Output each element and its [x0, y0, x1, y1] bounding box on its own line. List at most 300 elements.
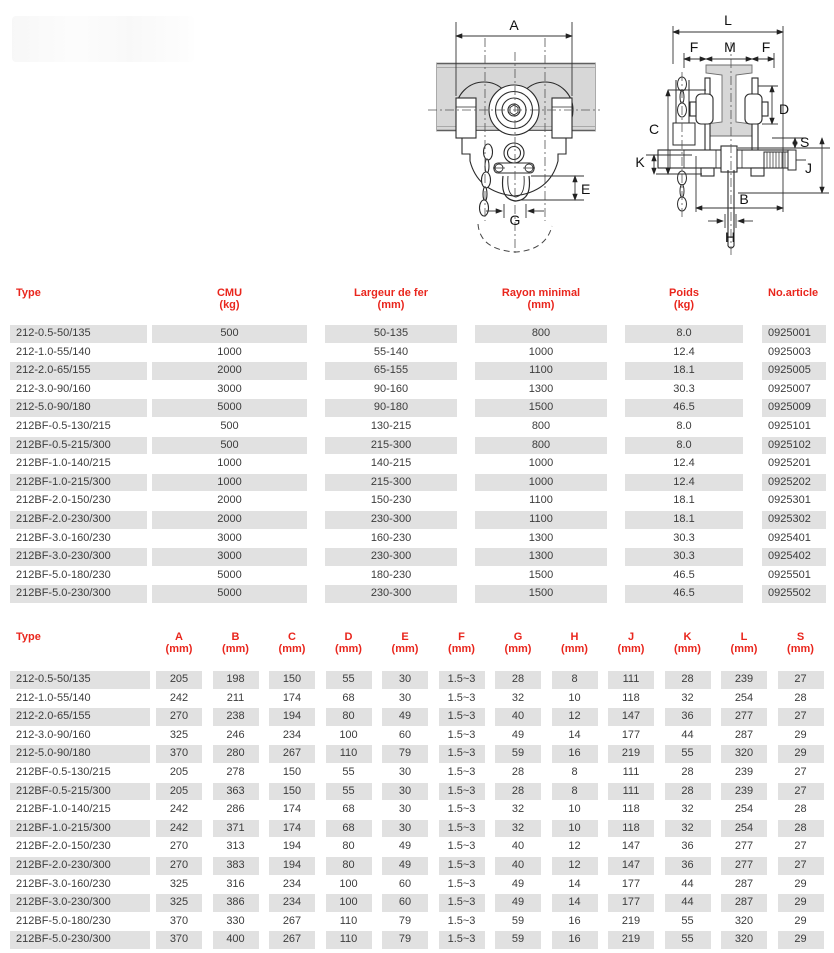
table-cell: 111	[622, 765, 640, 778]
table-cell: 234	[269, 894, 315, 912]
table-cell: 0925501	[768, 568, 811, 581]
table-cell: 280	[213, 745, 259, 763]
table-cell: 1.5~3	[439, 857, 485, 875]
column-header	[495, 631, 541, 655]
table-cell: 49	[511, 728, 525, 741]
table-cell: 242	[169, 691, 189, 704]
column-header-unit: (mm)	[674, 643, 701, 655]
table-cell: 2000	[217, 494, 242, 507]
table-cell: 30	[382, 820, 428, 838]
table-cell: 28	[681, 765, 694, 778]
table-cell: 150	[282, 765, 302, 778]
table-cell: 40	[495, 708, 541, 726]
table-cell: 27	[794, 840, 807, 853]
table-cell: 44	[681, 728, 694, 741]
table-cell: 212BF-3.0-160/230	[16, 877, 111, 890]
table-cell: 270	[156, 857, 202, 875]
table-cell: 8.0	[676, 419, 692, 432]
table-cell: 30	[398, 691, 412, 704]
column-header-label: C	[288, 631, 296, 643]
table-cell: 55	[342, 765, 355, 778]
table-row	[10, 931, 824, 949]
column-header-label: D	[344, 631, 353, 643]
dimension-g-label: G	[509, 212, 521, 228]
column-header-label: CMU	[216, 287, 243, 299]
table-cell: 30.3	[625, 548, 743, 566]
table-cell: 0925201	[768, 457, 811, 470]
table-cell: 32	[495, 820, 541, 838]
table-cell: 1000	[528, 345, 554, 358]
table-cell: 234	[282, 728, 302, 741]
table-cell: 110	[326, 931, 372, 949]
column-header	[152, 287, 307, 311]
table-cell: 500	[152, 437, 307, 455]
table-cell: 212BF-0.5-215/300	[10, 783, 150, 801]
table-cell: 30.3	[673, 382, 695, 395]
table-cell: 111	[608, 783, 654, 801]
column-header-unit: (mm)	[335, 643, 362, 655]
table-row	[10, 764, 824, 782]
dimension-f-left-label: F	[689, 39, 699, 55]
table-cell: 1000	[217, 345, 242, 358]
table-cell: 277	[721, 708, 767, 726]
table-cell: 0925302	[762, 511, 826, 529]
column-header	[721, 631, 767, 655]
table-cell: 18.1	[625, 362, 743, 380]
column-header-label: A	[175, 631, 183, 643]
table-cell: 28	[794, 803, 807, 816]
table-cell: 212BF-1.0-215/300	[10, 474, 147, 492]
table-cell: 60	[398, 728, 412, 741]
table-cell: 316	[226, 877, 245, 890]
table-cell: 1300	[475, 548, 607, 566]
table-cell: 177	[608, 894, 654, 912]
table-cell: 32	[511, 803, 525, 816]
table-cell: 49	[511, 877, 525, 890]
table-cell: 32	[511, 691, 525, 704]
table-cell: 212-1.0-55/140	[16, 691, 91, 704]
table-cell: 0925003	[768, 345, 811, 358]
table-cell: 330	[226, 914, 245, 927]
table-row	[10, 820, 824, 838]
table-cell: 177	[621, 877, 641, 890]
dimension-s-label: S	[800, 134, 810, 150]
column-header-unit: (mm)	[448, 643, 475, 655]
table-cell: 150	[269, 783, 315, 801]
table-cell: 140-215	[370, 457, 412, 470]
table-cell: 246	[226, 728, 245, 741]
table-cell: 212BF-2.0-150/230	[16, 840, 111, 853]
table-cell: 370	[169, 914, 189, 927]
table-cell: 212BF-5.0-180/230	[16, 568, 111, 581]
table-cell: 65-155	[325, 362, 457, 380]
table-cell: 46.5	[673, 568, 695, 581]
table-cell: 8	[571, 765, 578, 778]
table-cell: 313	[226, 840, 245, 853]
dimension-b-label: B	[739, 191, 749, 207]
table-cell: 12.4	[673, 345, 695, 358]
column-header	[382, 631, 428, 655]
table-cell: 10	[568, 691, 581, 704]
dimension-c-label: C	[648, 121, 660, 137]
table-row	[10, 585, 826, 603]
table-cell: 212BF-1.0-215/300	[10, 820, 150, 838]
table-cell: 100	[339, 877, 358, 890]
column-header	[608, 631, 654, 655]
table-cell: 30	[398, 765, 412, 778]
column-header-label: J	[627, 631, 635, 643]
threaded-shaft-end	[764, 150, 806, 170]
table-cell: 370	[156, 931, 202, 949]
column-header-unit: (kg)	[219, 299, 240, 311]
column-header-label: K	[683, 631, 692, 643]
table-cell: 14	[568, 877, 581, 890]
table-row	[10, 690, 824, 708]
table-cell: 27	[778, 783, 824, 801]
table-cell: 174	[269, 820, 315, 838]
table-cell: 16	[552, 931, 598, 949]
table-cell: 32	[681, 803, 694, 816]
table-row	[10, 671, 824, 689]
table-cell: 3000	[217, 382, 242, 395]
dimension-f-right-label: F	[761, 39, 771, 55]
table-cell: 0925001	[762, 325, 826, 343]
table-cell: 68	[342, 803, 355, 816]
table-cell: 325	[169, 728, 189, 741]
table-cell: 212-0.5-50/135	[10, 671, 150, 689]
table-cell: 286	[226, 803, 245, 816]
table-cell: 1.5~3	[439, 783, 485, 801]
dimensions-table	[10, 631, 824, 950]
table-cell: 28	[665, 783, 711, 801]
table-cell: 174	[282, 803, 302, 816]
column-header	[552, 631, 598, 655]
column-header-label: B	[231, 631, 240, 643]
table-cell: 1300	[528, 531, 554, 544]
capacity-table-body	[10, 325, 826, 603]
column-header-label: Poids	[669, 287, 699, 299]
column-header-unit	[16, 299, 147, 311]
table-cell: 1000	[528, 457, 554, 470]
column-header	[778, 631, 824, 655]
table-cell: 0925102	[762, 437, 826, 455]
table-cell: 2000	[152, 362, 307, 380]
table-cell: 1.5~3	[439, 931, 485, 949]
column-header-unit: (mm)	[787, 643, 814, 655]
table-row	[10, 567, 826, 585]
column-header-label: Type	[16, 287, 41, 299]
table-cell: 400	[213, 931, 259, 949]
table-cell: 79	[398, 914, 412, 927]
table-cell: 254	[734, 691, 754, 704]
table-cell: 287	[734, 728, 754, 741]
table-cell: 50-135	[325, 325, 457, 343]
table-cell: 29	[794, 728, 807, 741]
column-header-unit: (mm)	[391, 643, 419, 655]
table-cell: 386	[213, 894, 259, 912]
column-header-unit: (mm)	[165, 643, 193, 655]
table-cell: 238	[213, 708, 259, 726]
table-cell: 212-3.0-90/160	[16, 382, 91, 395]
table-cell: 212-0.5-50/135	[10, 325, 147, 343]
table-cell: 1.5~3	[439, 745, 485, 763]
table-cell: 8	[552, 783, 598, 801]
table-cell: 30.3	[673, 531, 695, 544]
table-cell: 111	[608, 671, 654, 689]
column-header	[325, 287, 457, 311]
column-header	[10, 287, 147, 311]
table-cell: 239	[721, 783, 767, 801]
table-cell: 212BF-5.0-180/230	[16, 914, 111, 927]
table-row	[10, 708, 824, 726]
dimension-a-label: A	[509, 17, 519, 33]
table-row	[10, 418, 826, 436]
table-cell: 212BF-2.0-230/300	[10, 857, 150, 875]
column-header	[156, 631, 202, 655]
column-header-unit: (mm)	[222, 643, 249, 655]
column-header-unit	[16, 643, 150, 655]
table-cell: 212-2.0-65/155	[10, 708, 150, 726]
column-header-unit: (mm)	[504, 643, 532, 655]
table-cell: 270	[156, 708, 202, 726]
table-cell: 194	[269, 708, 315, 726]
dimension-m-label: M	[724, 39, 736, 55]
table-cell: 28	[495, 671, 541, 689]
column-header	[269, 631, 315, 655]
column-header-label: E	[401, 631, 409, 643]
table-cell: 0925401	[768, 531, 811, 544]
capacity-table-header-row	[10, 287, 826, 311]
table-cell: 79	[382, 745, 428, 763]
dimension-e-label: E	[581, 181, 591, 197]
table-cell: 0925009	[762, 399, 826, 417]
table-cell: 1.5~3	[447, 765, 476, 778]
table-cell: 100	[326, 894, 372, 912]
table-cell: 118	[608, 820, 654, 838]
table-cell: 160-230	[370, 531, 412, 544]
table-cell: 1000	[217, 457, 242, 470]
table-cell: 118	[622, 691, 640, 704]
table-cell: 110	[339, 914, 358, 927]
column-header-unit: (mm)	[377, 299, 405, 311]
column-header-label: S	[796, 631, 805, 643]
table-cell: 49	[382, 857, 428, 875]
table-cell: 277	[721, 857, 767, 875]
table-cell: 1.5~3	[439, 671, 485, 689]
table-cell: 1.5~3	[447, 840, 476, 853]
table-cell: 239	[721, 671, 767, 689]
table-cell: 29	[794, 914, 807, 927]
table-cell: 55	[681, 914, 694, 927]
table-cell: 1.5~3	[439, 820, 485, 838]
table-cell: 60	[382, 894, 428, 912]
table-cell: 12	[552, 708, 598, 726]
table-cell: 79	[382, 931, 428, 949]
table-cell: 40	[511, 840, 525, 853]
table-cell: 212BF-0.5-130/215	[16, 419, 111, 432]
table-cell: 147	[608, 857, 654, 875]
table-row	[10, 913, 824, 931]
table-cell: 30	[382, 671, 428, 689]
table-cell: 30	[382, 783, 428, 801]
table-cell: 500	[152, 325, 307, 343]
table-row	[10, 745, 824, 763]
table-cell: 2000	[152, 511, 307, 529]
table-cell: 3000	[217, 531, 242, 544]
table-cell: 68	[326, 820, 372, 838]
table-cell: 80	[326, 857, 372, 875]
column-header-unit: (mm)	[617, 643, 645, 655]
table-cell: 320	[734, 914, 754, 927]
table-cell: 60	[398, 877, 412, 890]
column-header	[762, 287, 826, 311]
table-cell: 8	[552, 671, 598, 689]
dimension-d-label: D	[779, 101, 790, 117]
table-cell: 219	[608, 745, 654, 763]
table-cell: 59	[511, 914, 525, 927]
table-cell: 267	[282, 914, 302, 927]
table-cell: 270	[169, 840, 189, 853]
column-header-label: Largeur de fer	[354, 287, 428, 299]
table-cell: 55	[665, 745, 711, 763]
table-cell: 147	[608, 708, 654, 726]
dimension-k-label: K	[635, 154, 645, 170]
table-cell: 1100	[475, 362, 607, 380]
table-cell: 500	[220, 419, 239, 432]
table-cell: 1.5~3	[447, 728, 476, 741]
table-cell: 230-300	[325, 585, 457, 603]
table-cell: 12.4	[673, 457, 695, 470]
table-cell: 59	[495, 931, 541, 949]
table-row	[10, 344, 826, 362]
table-cell: 287	[721, 894, 767, 912]
table-cell: 1000	[475, 474, 607, 492]
table-cell: 147	[621, 840, 641, 853]
table-cell: 219	[621, 914, 641, 927]
table-cell: 320	[721, 931, 767, 949]
table-cell: 1100	[475, 511, 607, 529]
table-cell: 12.4	[625, 474, 743, 492]
table-cell: 383	[213, 857, 259, 875]
table-cell: 267	[269, 931, 315, 949]
table-cell: 68	[342, 691, 355, 704]
table-cell: 278	[226, 765, 245, 778]
table-cell: 12	[568, 840, 581, 853]
column-header-label: L	[740, 631, 748, 643]
table-cell: 16	[568, 914, 581, 927]
table-row	[10, 381, 826, 399]
table-cell: 44	[681, 877, 694, 890]
table-cell: 205	[169, 765, 189, 778]
dimension-h	[708, 214, 753, 228]
table-cell: 205	[156, 783, 202, 801]
table-cell: 150-230	[370, 494, 412, 507]
table-cell: 18.1	[673, 494, 695, 507]
table-cell: 363	[213, 783, 259, 801]
table-cell: 212BF-1.0-140/215	[16, 803, 111, 816]
column-header	[326, 631, 372, 655]
table-cell: 320	[721, 745, 767, 763]
table-cell: 242	[169, 803, 189, 816]
table-cell: 5000	[152, 399, 307, 417]
table-cell: 212-2.0-65/155	[10, 362, 147, 380]
table-cell: 198	[213, 671, 259, 689]
table-cell: 29	[794, 877, 807, 890]
table-cell: 0925402	[762, 548, 826, 566]
table-cell: 10	[568, 803, 581, 816]
table-cell: 1500	[528, 568, 554, 581]
table-cell: 27	[778, 857, 824, 875]
table-cell: 3000	[152, 548, 307, 566]
table-cell: 29	[778, 931, 824, 949]
table-cell: 55	[326, 783, 372, 801]
table-cell: 44	[665, 894, 711, 912]
table-cell: 12	[552, 857, 598, 875]
table-row	[10, 492, 826, 510]
table-row	[10, 362, 826, 380]
table-cell: 267	[269, 745, 315, 763]
table-cell: 55	[326, 671, 372, 689]
dimension-l-label: L	[724, 12, 732, 28]
table-cell: 150	[269, 671, 315, 689]
table-cell: 174	[282, 691, 302, 704]
column-header-label: No.article	[768, 287, 819, 299]
table-cell: 32	[681, 691, 694, 704]
dimension-j-label: J	[805, 160, 812, 176]
dimensions-table-header-row	[10, 631, 824, 655]
table-cell: 177	[621, 728, 641, 741]
table-cell: 370	[156, 745, 202, 763]
table-cell: 0925202	[762, 474, 826, 492]
faded-logo-watermark	[12, 16, 194, 62]
table-row	[10, 548, 826, 566]
table-cell: 230-300	[325, 511, 457, 529]
column-header	[625, 287, 743, 311]
column-header-label: F	[458, 631, 465, 643]
table-cell: 212-1.0-55/140	[16, 345, 91, 358]
column-header-unit: (mm)	[561, 643, 588, 655]
table-cell: 325	[169, 877, 189, 890]
table-cell: 28	[778, 820, 824, 838]
table-cell: 8.0	[625, 325, 743, 343]
column-header-unit: (mm)	[730, 643, 758, 655]
table-cell: 212BF-3.0-230/300	[10, 894, 150, 912]
table-cell: 40	[495, 857, 541, 875]
column-header	[10, 631, 150, 655]
table-cell: 1.5~3	[447, 877, 476, 890]
table-cell: 14	[552, 894, 598, 912]
table-cell: 8.0	[625, 437, 743, 455]
column-header	[665, 631, 711, 655]
table-cell: 212-5.0-90/180	[10, 399, 147, 417]
table-row	[10, 325, 826, 343]
table-cell: 0925301	[768, 494, 811, 507]
table-cell: 1.5~3	[439, 708, 485, 726]
column-header-label: Rayon minimal	[501, 287, 581, 299]
table-cell: 0925502	[762, 585, 826, 603]
table-cell: 36	[665, 708, 711, 726]
table-cell: 325	[156, 894, 202, 912]
column-header	[439, 631, 485, 655]
table-row	[10, 876, 824, 894]
table-cell: 1000	[152, 474, 307, 492]
table-cell: 10	[552, 820, 598, 838]
table-cell: 215-300	[325, 437, 457, 455]
table-cell: 0925007	[768, 382, 811, 395]
column-header-unit	[768, 299, 826, 311]
table-cell: 36	[665, 857, 711, 875]
table-cell: 212BF-3.0-230/300	[10, 548, 147, 566]
